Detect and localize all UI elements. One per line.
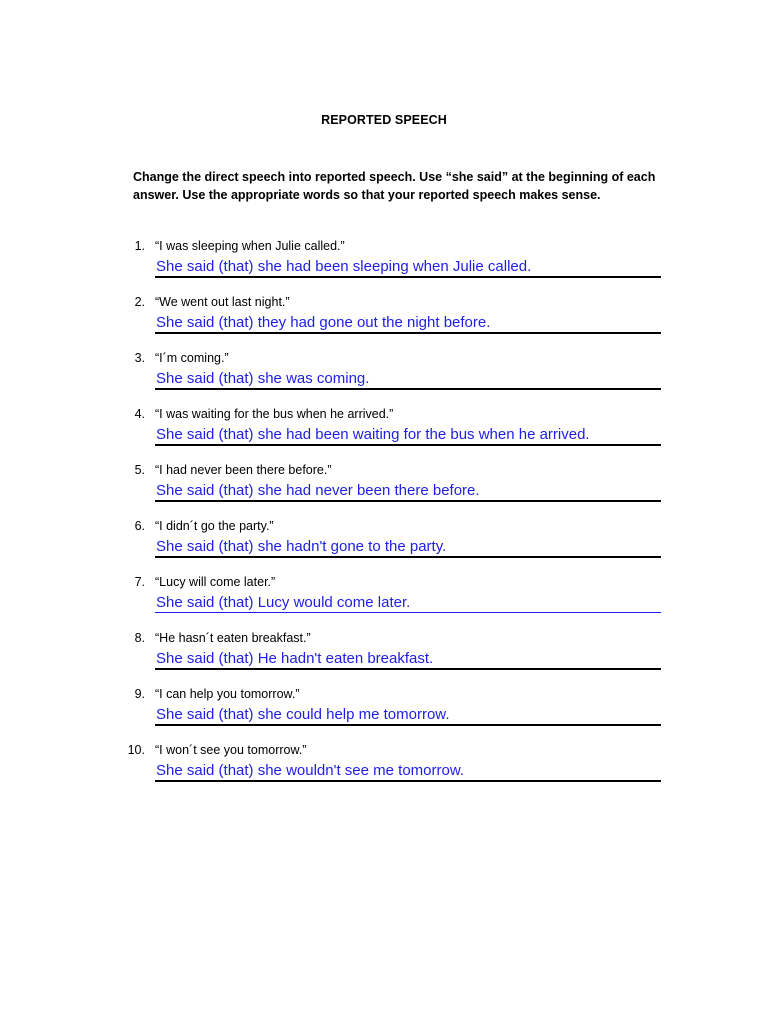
- direct-speech-prompt: “I can help you tomorrow.”: [155, 687, 300, 701]
- item-number: 7.: [134, 575, 145, 589]
- reported-speech-answer[interactable]: She said (that) she had been sleeping when Julie called.: [155, 258, 661, 278]
- direct-speech-prompt: “Lucy will come later.”: [155, 575, 276, 589]
- item-number: 4.: [134, 407, 145, 421]
- direct-speech-prompt: “I won´t see you tomorrow.”: [155, 743, 307, 757]
- exercise-item-8: [0, 629, 768, 685]
- item-number: 10.: [127, 743, 145, 757]
- item-number: 2.: [134, 295, 145, 309]
- item-number: 6.: [134, 519, 145, 533]
- exercise-item-3: [0, 349, 768, 405]
- reported-speech-answer[interactable]: She said (that) she hadn't gone to the party.: [155, 538, 661, 558]
- exercise-item-4: [0, 405, 768, 461]
- item-number: 1.: [134, 239, 145, 253]
- item-number: 3.: [134, 351, 145, 365]
- direct-speech-prompt: “We went out last night.”: [155, 295, 290, 309]
- item-number: 8.: [134, 631, 145, 645]
- direct-speech-prompt: “He hasn´t eaten breakfast.”: [155, 631, 311, 645]
- direct-speech-prompt: “I was waiting for the bus when he arrived.”: [155, 407, 394, 421]
- exercise-item-10: [0, 741, 768, 797]
- exercise-item-9: [0, 685, 768, 741]
- reported-speech-answer[interactable]: She said (that) He hadn't eaten breakfast.: [155, 650, 661, 670]
- exercise-item-2: [0, 293, 768, 349]
- reported-speech-answer[interactable]: She said (that) she wouldn't see me tomorrow.: [155, 762, 661, 782]
- exercise-item-6: [0, 517, 768, 573]
- reported-speech-answer[interactable]: She said (that) they had gone out the night before.: [155, 314, 661, 334]
- reported-speech-answer[interactable]: She said (that) Lucy would come later.: [155, 594, 661, 613]
- reported-speech-answer[interactable]: She said (that) she was coming.: [155, 370, 661, 390]
- exercise-list: [0, 237, 768, 797]
- direct-speech-prompt: “I´m coming.”: [155, 351, 229, 365]
- exercise-item-5: [0, 461, 768, 517]
- direct-speech-prompt: “I didn´t go the party.”: [155, 519, 274, 533]
- item-number: 5.: [134, 463, 145, 477]
- exercise-item-7: [0, 573, 768, 629]
- reported-speech-answer[interactable]: She said (that) she had been waiting for the bus when he arrived.: [155, 426, 661, 446]
- exercise-item-1: [0, 237, 768, 293]
- page-title: REPORTED SPEECH: [321, 113, 447, 127]
- direct-speech-prompt: “I had never been there before.”: [155, 463, 332, 477]
- reported-speech-answer[interactable]: She said (that) she could help me tomorrow.: [155, 706, 661, 726]
- item-number: 9.: [134, 687, 145, 701]
- reported-speech-answer[interactable]: She said (that) she had never been there before.: [155, 482, 661, 502]
- instructions: Change the direct speech into reported speech. Use “she said” at the beginning of each answer. Use the appropriate words so that your reported speech makes sense.: [133, 170, 656, 202]
- direct-speech-prompt: “I was sleeping when Julie called.”: [155, 239, 345, 253]
